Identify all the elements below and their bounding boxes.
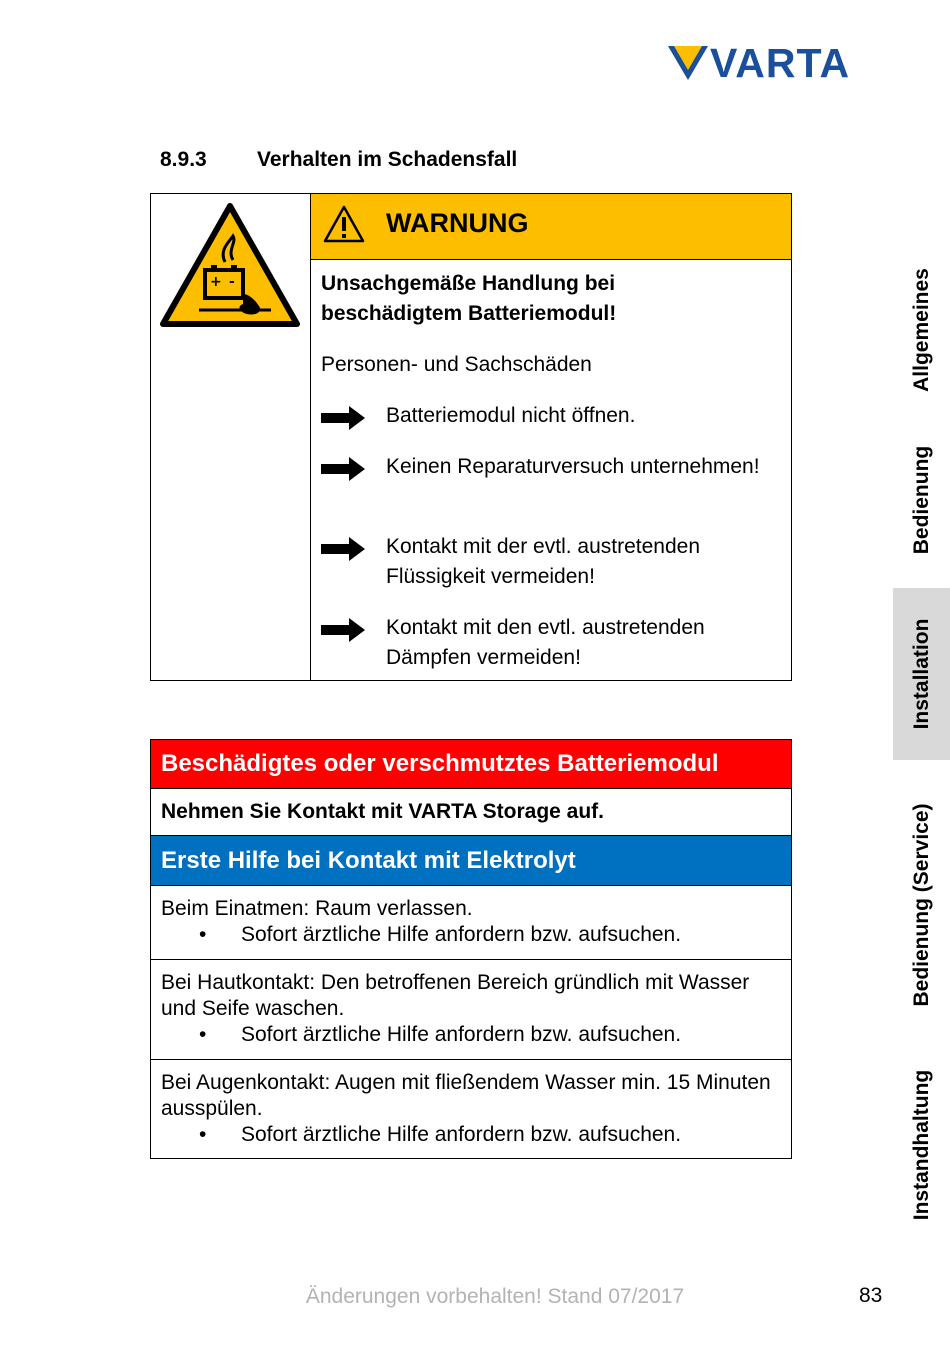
page-number: 83 [859,1284,883,1307]
first-aid-instruction: Bei Hautkontakt: Den betroffenen Bereich gründlich mit Wasser und Seife waschen. [161,971,750,1020]
side-tab-label: Bedienung (Service) [909,803,933,1007]
side-tab-label: Instandhaltung [909,1069,933,1221]
bullet-icon: • [199,1023,207,1046]
arrow-right-icon [321,617,365,643]
svg-text:+: + [210,274,222,290]
hazard-consequence: Personen- und Sachschäden [321,353,592,376]
arrow-right-icon [321,456,365,482]
bullet-text: Sofort ärztliche Hilfe anfordern bzw. aufsuchen. [241,923,682,946]
first-aid-table [150,739,792,1159]
varta-logo [668,40,878,86]
side-tab-label: Bedienung [909,445,933,555]
bullet-text: Sofort ärztliche Hilfe anfordern bzw. aufsuchen. [241,1123,682,1146]
side-tab-instandhaltung[interactable] [893,1050,950,1240]
warning-triangle-icon [322,204,366,244]
first-aid-instruction: Bei Augenkontakt: Augen mit fließendem Wasser min. 15 Minuten ausspülen. [161,1071,771,1120]
footer-note: Änderungen vorbehalten! Stand 07/2017 [305,1285,685,1308]
damaged-module-heading: Beschädigtes oder verschmutztes Batteriemodul [161,750,719,777]
section-title: Verhalten im Schadensfall [257,148,518,171]
side-tab-bedienung[interactable] [893,420,950,580]
side-tab-installation[interactable] [893,588,950,760]
side-tab-label: Installation [909,618,933,730]
side-tab-bedienung-service[interactable] [893,770,950,1040]
first-aid-instruction: Beim Einatmen: Raum verlassen. [161,897,473,920]
first-aid-heading-row [151,836,791,886]
warning-pictogram-cell [151,194,311,680]
brand-name: VARTA [710,40,851,86]
hazard-subject: Unsachgemäße Handlung bei beschädigtem Batteriemodul! [321,272,617,325]
measure-text: Kontakt mit der evtl. austretenden Flüssigkeit vermeiden! [386,535,701,588]
bullet-icon: • [199,1123,207,1146]
first-aid-heading: Erste Hilfe bei Kontakt mit Elektrolyt [161,847,576,874]
side-tab-label: Allgemeines [909,268,933,392]
warning-label: WARNUNG [386,208,529,238]
section-number: 8.9.3 [160,148,207,171]
measure-text: Keinen Reparaturversuch unternehmen! [386,455,760,478]
battery-hazard-icon [159,202,301,328]
measure-text: Kontakt mit den evtl. austretenden Dämpfen vermeiden! [386,616,705,669]
bullet-icon: • [199,923,207,946]
varta-v-icon [668,44,708,80]
warning-box [150,193,792,681]
contact-text: Nehmen Sie Kontakt mit VARTA Storage auf. [161,800,604,823]
contact-row [151,789,791,836]
damaged-module-heading-row [151,740,791,789]
arrow-right-icon [321,536,365,562]
warning-header [311,194,791,260]
side-tab-allgemeines[interactable] [893,250,950,410]
first-aid-item [151,960,791,1060]
measure-text: Batteriemodul nicht öffnen. [386,404,636,427]
first-aid-item [151,1060,791,1158]
svg-text:-: - [229,274,235,290]
first-aid-item [151,886,791,960]
arrow-right-icon [321,405,365,431]
bullet-text: Sofort ärztliche Hilfe anfordern bzw. aufsuchen. [241,1023,682,1046]
